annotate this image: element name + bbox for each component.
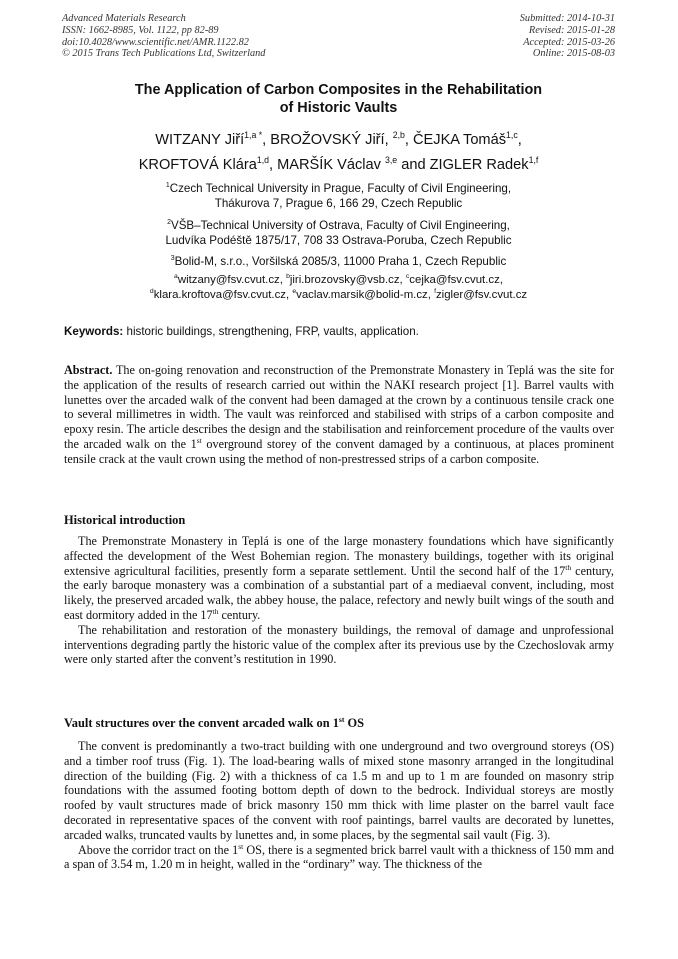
paragraph: Above the corridor tract on the 1st OS, there is a segmented brick barrel vault with a thickness of 150 mm and a span of 3.54 m, 1.20 m in height, walled in the “ordinary” way. The thickness of the xyxy=(64,841,614,872)
author-kroftova: KROFTOVÁ Klára xyxy=(138,156,257,173)
title-line-2: of Historic Vaults xyxy=(279,99,398,116)
journal-name: Advanced Materials Research xyxy=(62,13,186,24)
author-line-2 xyxy=(62,153,615,178)
author-zigler: and ZIGLER Radek xyxy=(397,156,529,173)
author-separator: , xyxy=(517,132,522,148)
affiliation-sup: 2 xyxy=(167,219,171,227)
email-line-1: $^a$witzany@fsv.cvut.cz, $^b$jiri.brozovsky@vsb.cz, $^c$cejka@fsv.cvut.cz, xyxy=(174,273,503,286)
affiliation-sup: 1 xyxy=(165,182,170,190)
affiliation-line: $^2$VŠB–Technical University of Ostrava, Faculty of Civil Engineering, xyxy=(167,219,510,232)
doi-line: doi:10.4028/www.scientific.net/AMR.1122.82 xyxy=(62,36,249,48)
author-brozovsky: , BROŽOVSKÝ Jiří, xyxy=(262,132,393,148)
abstract: Abstract. The on-going renovation and reconstruction of the Premonstrate Monastery in Teplá was the site for the application of the results of research carried out within the NAKI research project [1]. Barrel vaults with lunettes over the arcaded walk of the convent had been damaged at the crown by a continuous tensile crack one to several millimetres in width. The vault was reinforced and stabilised with strips of a carbon composite and epoxy resin. The article describes the design and the stabilisation and reinforcement procedure of the vaults over the arcaded walk on the 1st overground storey of the convent damaged by a continuous, at places prominent tensile crack at the vault crown using the method of non-prestressed strips of a carbon composite. xyxy=(64,363,614,466)
author-sup: 1,d xyxy=(256,154,269,165)
author-sup: 1,c xyxy=(506,130,518,141)
author-line-1 xyxy=(62,128,615,153)
section-vaults-body xyxy=(64,739,614,872)
affiliation-line: Ludvíka Podéště 1875/17, 708 33 Ostrava-Poruba, Czech Republic xyxy=(165,234,512,248)
copyright-line: © 2015 Trans Tech Publications Ltd, Switzerland xyxy=(62,48,266,60)
author-marsik: , MARŠÍK Václav xyxy=(269,156,385,173)
keywords-text: historic buildings, strengthening, FRP, vaults, application. xyxy=(123,325,419,338)
header-right xyxy=(520,13,615,60)
affiliation-sup: 3 xyxy=(170,255,175,263)
affiliation-2 xyxy=(62,218,615,249)
affiliation-line: Thákurova 7, Prague 6, 166 29, Czech Republic xyxy=(214,197,463,211)
author-sup: 3,e xyxy=(384,154,398,165)
abstract-label: Abstract. xyxy=(64,363,113,377)
paragraph: The rehabilitation and restoration of the monastery buildings, the removal of damage and unprofessional interventions degrading partly the historic value of the complex after its previous use by the Czechoslovak army were only started after the convent’s restitution in 1990. xyxy=(64,622,614,667)
author-list xyxy=(62,128,615,177)
author-sup: 1,f xyxy=(528,154,539,165)
accepted-date: Accepted: 2015-03-26 xyxy=(523,36,615,48)
author-witzany: WITZANY Jiří xyxy=(155,132,245,148)
paragraph: The convent is predominantly a two-tract building with one underground and two overground storeys (OS) and a timber roof truss (Fig. 1). The load-bearing walls of mixed stone masonry arranged in the longitudinal direction of the building (Fig. 2) with a thickness of ca 1.5 m and up to 1 m are founded on masonry strip foundations with the assumed footing bottom depth of down to the bedrock. Individual storeys are mostly roofed by vault structures made of brick masonry 150 mm thick with lime plaster on the barrel vault face decorated in representative spaces of the convent with roof paintings, barrel vaults are decorated by lunettes, arcaded walks, truncated vaults by lunettes and, in some places, by the segmental sail vault (Fig. 3). xyxy=(64,739,614,842)
paragraph: The Premonstrate Monastery in Teplá is one of the large monastery foundations which have significantly affected the development of the West Bohemian region. The monastery buildings, together with its original extensive agricultural facilities, presently form a separate settlement. Until the second half of the 17th century, the early baroque monastery was a combination of a substantial part of a mediaeval convent, including, most likely, the preserved arcaded walk, the abbey house, the palace, refectory and newly built wings of the south and east dormitory added in the 17th century. xyxy=(64,534,614,622)
author-emails xyxy=(62,273,615,304)
email-brozovsky: jiri.brozovsky@vsb.cz, xyxy=(289,274,406,286)
affiliation-line: $^3$Bolid-M, s.r.o., Voršilská 2085/3, 11000 Praha 1, Czech Republic xyxy=(170,255,507,268)
affiliation-line: $^1$Czech Technical University in Prague, Faculty of Civil Engineering, xyxy=(165,182,512,195)
affiliation-3 xyxy=(62,254,615,269)
author-sup: 1,a * xyxy=(244,130,263,141)
section-historical-body xyxy=(64,534,614,667)
keywords xyxy=(64,324,617,339)
email-line-2: $^d$klara.kroftova@fsv.cvut.cz, $^e$vaclav.marsik@bolid-m.cz, $^f$zigler@fsv.cvut.cz xyxy=(149,288,528,302)
section-heading-vaults: Vault structures over the convent arcaded walk on 1st OS xyxy=(64,714,365,730)
author-cejka: , ČEJKA Tomáš xyxy=(404,132,507,148)
email-marsik: vaclav.marsik@bolid-m.cz, xyxy=(296,289,435,302)
keywords-label: Keywords: xyxy=(64,325,124,338)
section-heading-historical: Historical introduction xyxy=(64,513,186,527)
paper-title xyxy=(62,82,615,117)
email-witzany: witzany@fsv.cvut.cz, xyxy=(177,274,287,286)
author-sup: 2,b xyxy=(392,130,405,141)
submitted-date: Submitted: 2014-10-31 xyxy=(519,13,615,24)
title-line-1: The Application of Carbon Composites in the Rehabilitation xyxy=(134,82,543,98)
revised-date: Revised: 2015-01-28 xyxy=(528,24,615,36)
email-cejka: cejka@fsv.cvut.cz, xyxy=(409,274,503,286)
online-date: Online: 2015-08-03 xyxy=(532,48,615,60)
affiliation-1 xyxy=(62,181,615,212)
issn-line: ISSN: 1662-8985, Vol. 1122, pp 82-89 xyxy=(62,24,219,36)
email-zigler: zigler@fsv.cvut.cz xyxy=(435,289,528,302)
email-kroftova: klara.kroftova@fsv.cvut.cz, xyxy=(153,289,293,302)
header-left xyxy=(62,13,265,60)
